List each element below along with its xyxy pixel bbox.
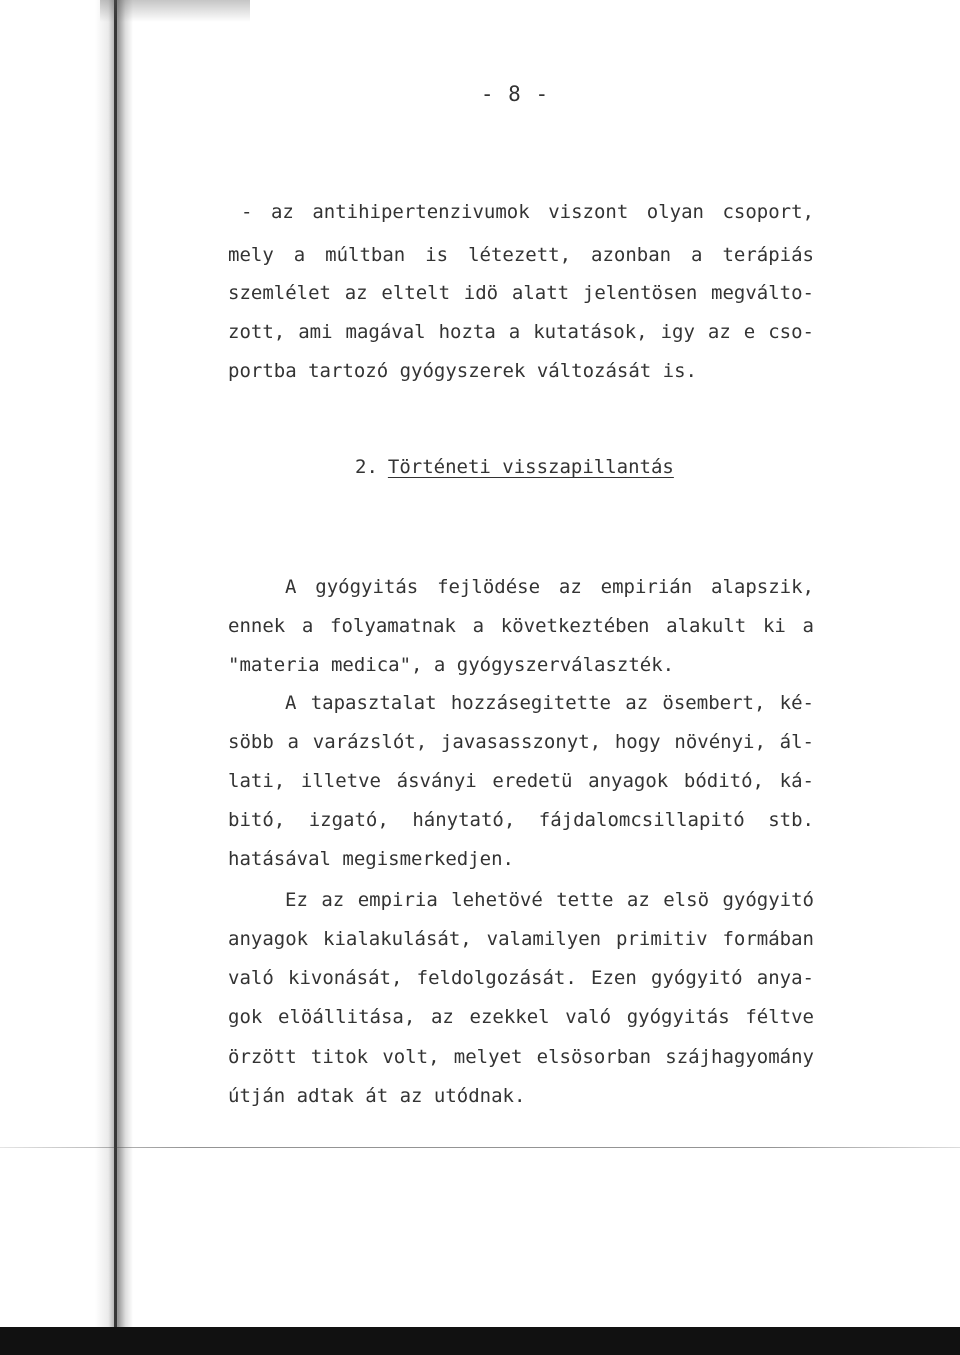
- paragraph3-line-6: útján adtak át az utódnak.: [228, 1085, 526, 1107]
- page-number: - 8 -: [480, 82, 550, 106]
- section-title: Történeti visszapillantás: [387, 456, 674, 478]
- section-number: 2.: [355, 456, 378, 478]
- paragraph3-line-5: örzött titok volt, melyet elsösorban szájhagyomány: [228, 1046, 814, 1068]
- paragraph1-line-1: A gyógyitás fejlödése az empirián alapszik,: [285, 576, 814, 598]
- paragraph3-line-4: gok elöállitása, az ezekkel való gyógyitás féltve: [228, 1006, 814, 1028]
- paragraph2-line-4: bitó, izgató, hánytató, fájdalomcsillapitó stb.: [228, 809, 814, 831]
- scan-bottom-edge: [0, 1327, 960, 1355]
- paragraph2-line-3: lati, illetve ásványi eredetü anyagok bóditó, ká-: [228, 770, 814, 792]
- paragraph3-line-3: való kivonását, feldolgozását. Ezen gyógyitó anya-: [228, 967, 814, 989]
- paragraph1-line-2: ennek a folyamatnak a következtében alakult ki a: [228, 615, 814, 637]
- scan-smudge: [100, 0, 250, 22]
- paragraph3-line-1: Ez az empiria lehetövé tette az elsö gyógyitó: [285, 889, 814, 911]
- paragraph2-line-2: söbb a varázslót, javasasszonyt, hogy növényi, ál-: [228, 731, 814, 753]
- paragraph2-line-1: A tapasztalat hozzásegitette az ösembert, ké-: [285, 692, 814, 714]
- intro-line-2: mely a múltban is létezett, azonban a terápiás: [228, 244, 814, 266]
- section-heading: [355, 455, 674, 479]
- paragraph1-line-3: "materia medica", a gyógyszerválaszték.: [228, 654, 675, 676]
- scan-fold-line: [0, 1147, 960, 1148]
- paragraph3-line-2: anyagok kialakulását, valamilyen primitiv formában: [228, 928, 814, 950]
- intro-line-4: zott, ami magával hozta a kutatások, igy az e cso-: [228, 321, 814, 343]
- paragraph2-line-5: hatásával megismerkedjen.: [228, 848, 514, 870]
- intro-line-1: - az antihipertenzivumok viszont olyan csoport,: [241, 201, 814, 223]
- intro-line-3: szemlélet az eltelt idö alatt jelentösen megválto-: [228, 282, 814, 304]
- intro-line-5: portba tartozó gyógyszerek változását is.: [228, 360, 697, 382]
- binding-edge-line: [114, 0, 117, 1355]
